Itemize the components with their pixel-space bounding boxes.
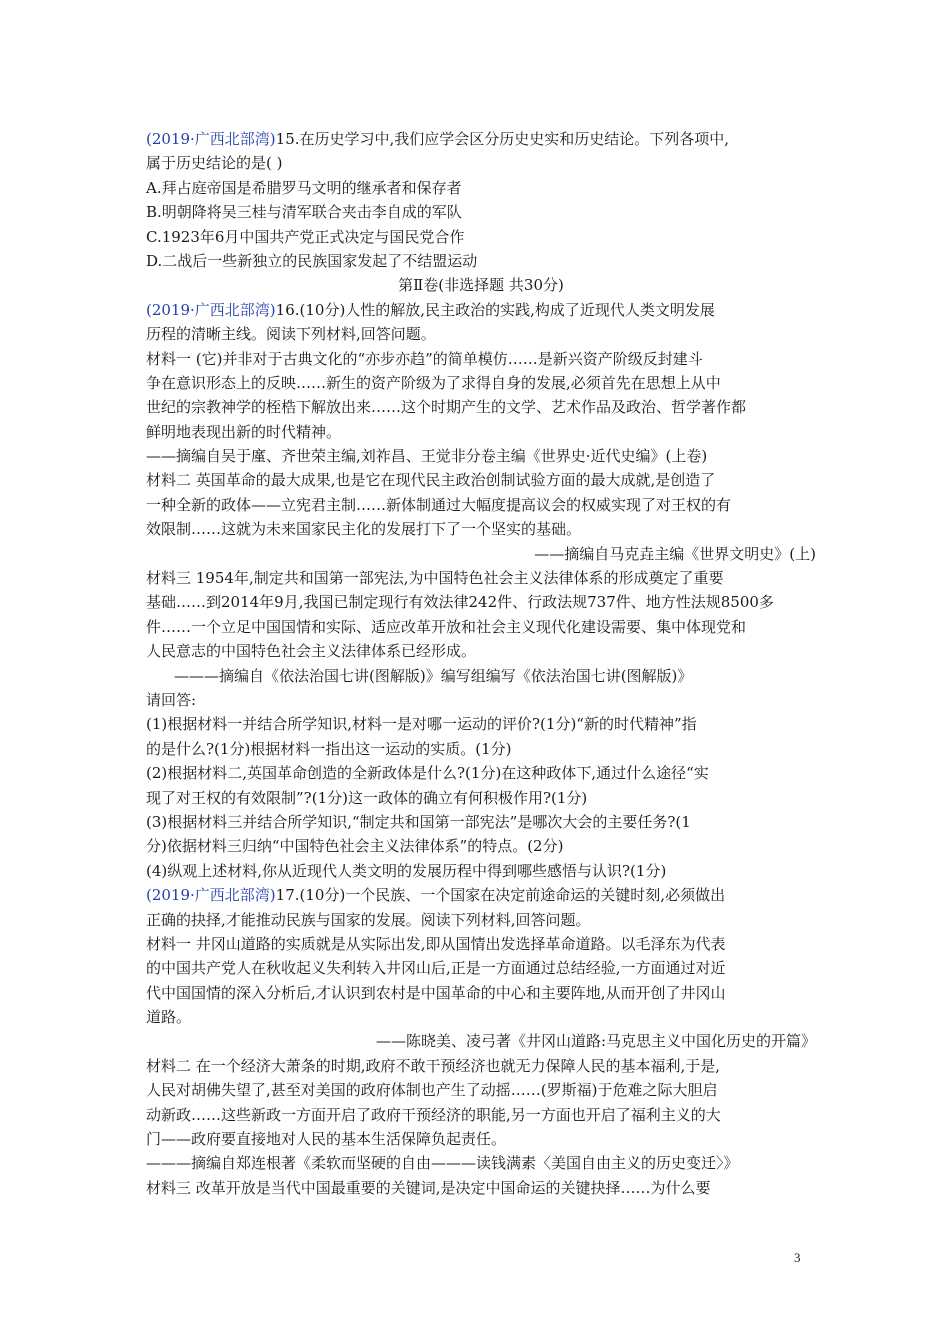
q16-question-line: (4)纵观上述材料,你从近现代人类文明的发展历程中得到哪些感悟与认识?(1分) bbox=[146, 861, 667, 880]
q16-material2-line: 效限制……这就为未来国家民主化的发展打下了一个坚实的基础。 bbox=[146, 520, 582, 539]
q15-option-a: A.拜占庭帝国是希腊罗马文明的继承者和保存者 bbox=[146, 178, 462, 197]
q15-option-b: B.明朝降将吴三桂与清军联合夹击李自成的军队 bbox=[146, 203, 462, 222]
q15-stem: 15.在历史学习中,我们应学会区分历史史实和历史结论。下列各项中, bbox=[275, 130, 730, 148]
q15-source: (2019·广西北部湾) bbox=[146, 130, 276, 148]
q15-stem-line-2: 属于历史结论的是( ) bbox=[146, 154, 283, 173]
q16-question-line: 分)依据材料三归纳“中国特色社会主义法律体系”的特点。(2分) bbox=[146, 837, 564, 856]
q17-material2-line: 动新政……这些新政一方面开启了政府干预经济的职能,另一方面也开启了福利主义的大 bbox=[146, 1105, 721, 1124]
q16-material1-line: 世纪的宗教神学的桎梏下解放出来……这个时期产生的文学、艺术作品及政治、哲学著作都 bbox=[146, 398, 747, 417]
q17-material1-line: 道路。 bbox=[146, 1008, 192, 1027]
q16-citation3: ———摘编自《依法治国七讲(图解版)》编写组编写《依法治国七讲(图解版)》 bbox=[174, 666, 693, 685]
q15-option-d: D.二战后一些新独立的民族国家发起了不结盟运动 bbox=[146, 251, 478, 270]
q16-material1-line: 争在意识形态上的反映……新生的资产阶级为了求得自身的发展,必须首先在思想上从中 bbox=[146, 373, 721, 392]
q16-material2-line: 材料二 英国革命的最大成果,也是它在现代民主政治创制试验方面的最大成就,是创造了 bbox=[146, 471, 716, 490]
q16-stem-line-1 bbox=[146, 298, 816, 322]
q16-question-line: (1)根据材料一并结合所学知识,材料一是对哪一运动的评价?(1分)“新的时代精神”指 bbox=[146, 715, 697, 734]
q16-material3-line: 基础……到2014年9月,我国已制定现行有效法律242件、行政法规737件、地方性法规8500多 bbox=[146, 593, 774, 612]
q16-source: (2019·广西北部湾) bbox=[146, 300, 276, 319]
q17-stem-line-2: 正确的抉择,才能推动民族与国家的发展。阅读下列材料,回答问题。 bbox=[146, 910, 591, 929]
q17-source: (2019·广西北部湾) bbox=[146, 886, 276, 905]
q17-stem-line-1 bbox=[146, 883, 816, 907]
q17-material1-line: 的中国共产党人在秋收起义失利转入井冈山后,正是一方面通过总结经验,一方面通过对近 bbox=[146, 959, 726, 978]
q16-prompt: 请回答: bbox=[146, 690, 197, 709]
page-content bbox=[146, 127, 816, 1200]
q16-question-line: (3)根据材料三并结合所学知识,“制定共和国第一部宪法”是哪次大会的主要任务?(1 bbox=[146, 812, 691, 831]
q16-material1-line: 材料一 (它)并非对于古典文化的“亦步亦趋”的简单模仿……是新兴资产阶级反封建斗 bbox=[146, 349, 703, 368]
q17-material1-line: 材料一 井冈山道路的实质就是从实际出发,即从国情出发选择革命道路。以毛泽东为代表 bbox=[146, 934, 726, 953]
q17-citation2: ———摘编自郑连根著《柔软而坚硬的自由———读钱满素〈美国自由主义的历史变迁〉》 bbox=[146, 1154, 739, 1173]
q16-question-line: 现了对王权的有效限制”?(1分)这一政体的确立有何积极作用?(1分) bbox=[146, 788, 588, 807]
q16-material2-line: 一种全新的政体——立宪君主制……新体制通过大幅度提高议会的权威实现了对王权的有 bbox=[146, 495, 732, 514]
q16-question-line: 的是什么?(1分)根据材料一指出这一运动的实质。(1分) bbox=[146, 739, 512, 758]
page-number: 3 bbox=[794, 1250, 801, 1265]
q17-material1-line: 代中国国情的深入分析后,才认识到农村是中国革命的中心和主要阵地,从而开创了井冈山 bbox=[146, 983, 726, 1002]
q16-citation1: ——摘编自吴于廑、齐世荣主编,刘祚昌、王觉非分卷主编《世界史·近代史编》(上卷) bbox=[146, 447, 708, 466]
q15-option-c: C.1923年6月中国共产党正式决定与国民党合作 bbox=[146, 227, 465, 246]
q16-material1-line: 鲜明地表现出新的时代精神。 bbox=[146, 422, 342, 441]
q16-material3-line: 材料三 1954年,制定共和国第一部宪法,为中国特色社会主义法律体系的形成奠定了重要 bbox=[146, 569, 724, 588]
q17-material2-line: 门——政府要直接地对人民的基本生活保障负起责任。 bbox=[146, 1130, 507, 1149]
q17-citation1: ——陈晓美、凌弓著《井冈山道路:马克思主义中国化历史的开篇》 bbox=[375, 1032, 816, 1051]
q15-stem-line-1 bbox=[146, 127, 816, 151]
q16-material3-line: 人民意志的中国特色社会主义法律体系已经形成。 bbox=[146, 642, 477, 661]
q17-stem: 17.(10分)一个民族、一个国家在决定前途命运的关键时刻,必须做出 bbox=[275, 886, 726, 905]
q17-material3-line: 材料三 改革开放是当代中国最重要的关键词,是决定中国命运的关键抉择……为什么要 bbox=[146, 1178, 711, 1197]
q17-material2-line: 人民对胡佛失望了,甚至对美国的政府体制也产生了动摇……(罗斯福)于危难之际大胆启 bbox=[146, 1081, 718, 1100]
section-title: 第Ⅱ卷(非选择题 共30分) bbox=[398, 276, 564, 295]
q16-citation2: ——摘编自马克垚主编《世界文明史》(上) bbox=[534, 544, 816, 563]
q17-material2-line: 材料二 在一个经济大萧条的时期,政府不敢干预经济也就无力保障人民的基本福利,于是, bbox=[146, 1056, 721, 1075]
q16-material3-line: 件……一个立足中国国情和实际、适应改革开放和社会主义现代化建设需要、集中体现党和 bbox=[146, 617, 747, 636]
q16-stem-line-2: 历程的清晰主线。阅读下列材料,回答问题。 bbox=[146, 325, 436, 344]
q16-stem: 16.(10分)人性的解放,民主政治的实践,构成了近现代人类文明发展 bbox=[275, 300, 715, 319]
q16-question-line: (2)根据材料二,英国革命创造的全新政体是什么?(1分)在这种政体下,通过什么途径“实 bbox=[146, 764, 709, 783]
